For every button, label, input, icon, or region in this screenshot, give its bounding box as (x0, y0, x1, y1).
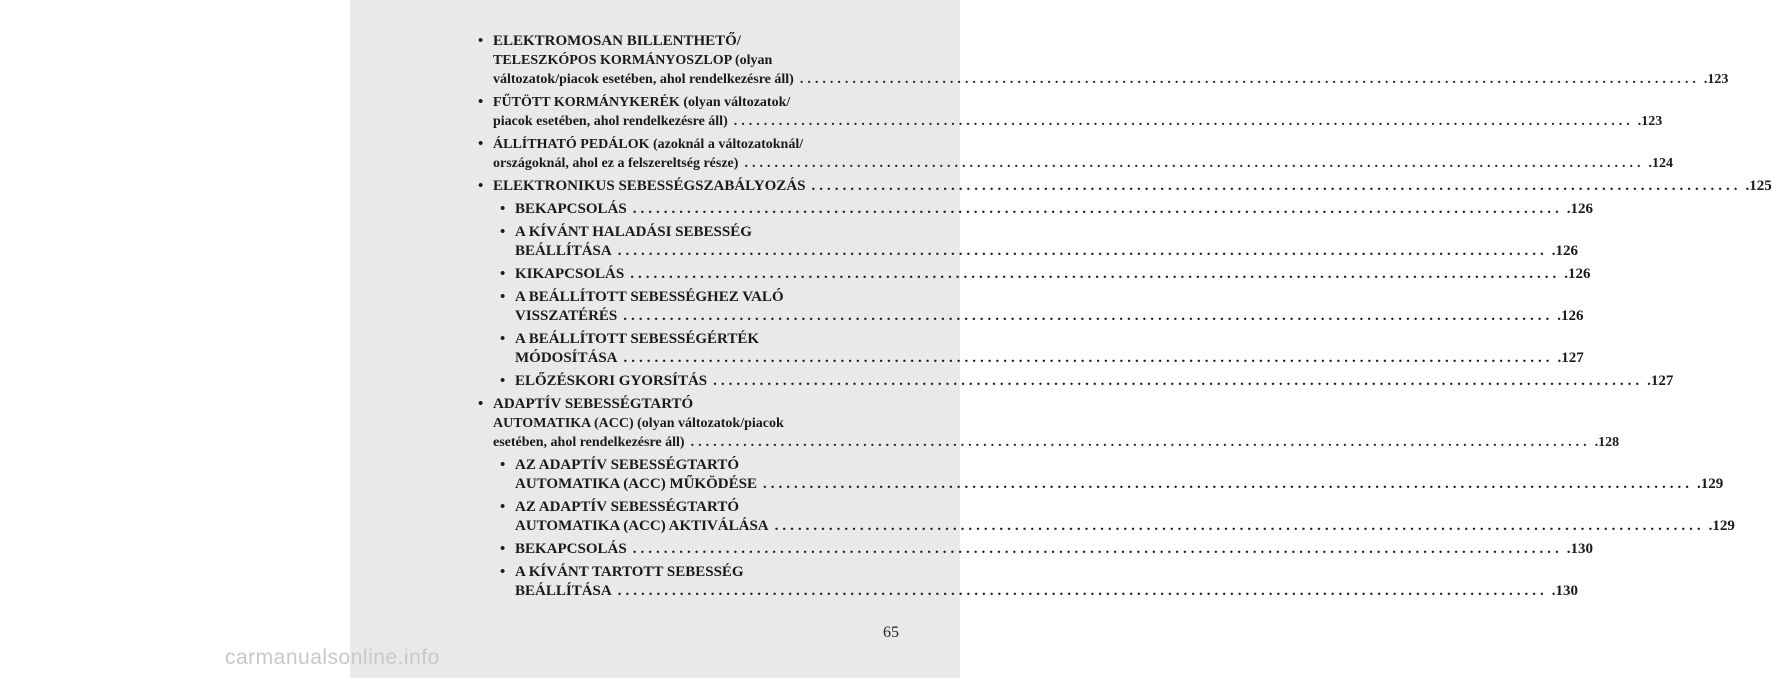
toc-entry-line (478, 349, 1584, 368)
dot-leader: ........................................................................................................................ (762, 476, 1693, 492)
toc-entry-line (478, 475, 1724, 494)
toc-entry-line (478, 177, 1772, 196)
toc-entry-title: ELEKTRONIKUS SEBESSÉGSZABÁLYOZÁS (493, 178, 806, 194)
toc-entry-line: ADAPTÍV SEBESSÉGTARTÓ (493, 396, 694, 412)
toc-entry[interactable] (478, 135, 1673, 173)
toc-entry[interactable] (478, 93, 1663, 131)
toc-page-number: .130 (1551, 583, 1578, 599)
toc-entry[interactable] (478, 288, 1584, 326)
dot-leader: ........................................................................................................................ (630, 266, 1561, 282)
bullet-icon: • (500, 457, 506, 473)
toc-entry-line (478, 540, 1593, 559)
toc-entry-title: VISSZATÉRÉS (515, 308, 618, 324)
toc-entry-title: piacok esetében, ahol rendelkezésre áll) (493, 114, 728, 129)
toc-entry-title: ELŐZÉSKORI GYORSÍTÁS (515, 373, 708, 389)
toc-entry-title: országoknál, ahol ez a felszereltség része) (493, 156, 739, 171)
toc-page-number: .130 (1566, 541, 1593, 557)
toc-page-number: .126 (1551, 243, 1578, 259)
toc-entry-line (478, 70, 1729, 89)
toc-entry[interactable] (478, 563, 1578, 601)
toc-entry-line (478, 154, 1673, 173)
toc-entry-line: FŰTÖTT KORMÁNYKERÉK (olyan változatok/ (493, 95, 791, 110)
toc-entry[interactable] (478, 540, 1593, 559)
bullet-icon: • (478, 94, 484, 110)
toc-entry-line: AZ ADAPTÍV SEBESSÉGTARTÓ (515, 457, 739, 473)
toc-entry[interactable] (478, 200, 1593, 219)
dot-leader: ........................................................................................................................ (799, 72, 1700, 87)
dot-leader: ........................................................................................................................ (623, 308, 1554, 324)
bullet-icon: • (500, 224, 506, 240)
page-number: 65 (883, 624, 899, 641)
dot-leader: ........................................................................................................................ (774, 518, 1705, 534)
toc-entry-title: KIKAPCSOLÁS (515, 266, 625, 282)
toc-page-number: .123 (1703, 72, 1729, 87)
toc-entry[interactable] (478, 456, 1724, 494)
dot-leader: ........................................................................................................................ (632, 201, 1563, 217)
bullet-icon: • (478, 136, 484, 152)
toc-entry-line (478, 372, 1674, 391)
toc-entry-line (478, 517, 1735, 536)
dot-leader: ........................................................................................................................ (713, 373, 1644, 389)
dot-leader: ........................................................................................................................ (623, 350, 1554, 366)
dot-leader: ........................................................................................................................ (690, 435, 1591, 450)
toc-entry-title: BEKAPCSOLÁS (515, 541, 627, 557)
toc-entry-title: MÓDOSÍTÁSA (515, 350, 618, 366)
toc-entry-title: esetében, ahol rendelkezésre áll) (493, 435, 685, 450)
toc-entry[interactable] (478, 372, 1674, 391)
left-margin (0, 0, 350, 678)
toc-entry-line: A BEÁLLÍTOTT SEBESSÉGHEZ VALÓ (515, 289, 784, 305)
toc-entry-line (478, 582, 1578, 601)
toc-entry-title: változatok/piacok esetében, ahol rendelkezésre áll) (493, 72, 794, 87)
toc-page-number: .128 (1594, 435, 1620, 450)
toc-entry-title: AUTOMATIKA (ACC) AKTIVÁLÁSA (515, 518, 769, 534)
toc-page-number: .126 (1557, 308, 1584, 324)
toc-page-number: .129 (1708, 518, 1735, 534)
toc-entry-title: AUTOMATIKA (ACC) MŰKÖDÉSE (515, 476, 757, 492)
manual-page (350, 0, 1772, 678)
toc-entry[interactable] (478, 223, 1578, 261)
bullet-icon: • (500, 373, 506, 389)
dot-leader: ........................................................................................................................ (617, 583, 1548, 599)
toc-entry[interactable] (478, 177, 1772, 196)
toc-page-number: .129 (1696, 476, 1724, 492)
dot-leader: ........................................................................................................................ (811, 178, 1742, 194)
toc-entry-title: BEÁLLÍTÁSA (515, 583, 612, 599)
dot-leader: ........................................................................................................................ (632, 541, 1563, 557)
toc-entry[interactable] (478, 498, 1735, 536)
bullet-icon: • (500, 541, 506, 557)
toc-entry-line: AUTOMATIKA (ACC) (olyan változatok/piacok (493, 416, 784, 431)
toc-page-number: .127 (1647, 373, 1674, 389)
toc-entry-line (478, 242, 1578, 261)
toc-page-number: .127 (1557, 350, 1584, 366)
toc-entry-line (478, 112, 1663, 131)
toc-entry-line: A BEÁLLÍTOTT SEBESSÉGÉRTÉK (515, 331, 760, 347)
watermark-text: carmanualsonline.info (225, 646, 440, 669)
dot-leader: ........................................................................................................................ (733, 114, 1634, 129)
bullet-icon: • (500, 564, 506, 580)
toc-entry-line (478, 307, 1584, 326)
toc-entry-line: TELESZKÓPOS KORMÁNYOSZLOP (olyan (493, 53, 773, 68)
toc-entry-line (478, 265, 1591, 284)
toc-entry[interactable] (478, 32, 1729, 89)
toc-entry-line: AZ ADAPTÍV SEBESSÉGTARTÓ (515, 499, 739, 515)
toc-entry-title: BEÁLLÍTÁSA (515, 243, 612, 259)
toc-entry-title: BEKAPCSOLÁS (515, 201, 627, 217)
toc-entry-line: ÁLLÍTHATÓ PEDÁLOK (azoknál a változatoknál/ (493, 137, 804, 152)
toc-entry[interactable] (478, 330, 1584, 368)
toc-entry[interactable] (478, 395, 1620, 452)
toc-page-number: .125 (1745, 178, 1772, 194)
toc-entry-line (478, 200, 1593, 219)
dot-leader: ........................................................................................................................ (744, 156, 1645, 171)
toc-page-number: .126 (1566, 201, 1593, 217)
toc-page-number: .124 (1648, 156, 1673, 171)
bullet-icon: • (500, 289, 506, 305)
bullet-icon: • (500, 499, 506, 515)
toc-entry[interactable] (478, 265, 1591, 284)
bullet-icon: • (478, 33, 484, 49)
bullet-icon: • (478, 178, 484, 194)
toc-entry-line: A KÍVÁNT TARTOTT SEBESSÉG (515, 564, 744, 580)
dot-leader: ........................................................................................................................ (617, 243, 1548, 259)
toc-entry-line (478, 433, 1620, 452)
toc-page-number: .126 (1564, 266, 1591, 282)
toc-page-number: .123 (1637, 114, 1663, 129)
bullet-icon: • (500, 201, 506, 217)
bullet-icon: • (478, 396, 484, 412)
bullet-icon: • (500, 331, 506, 347)
toc-entry-line: A KÍVÁNT HALADÁSI SEBESSÉG (515, 224, 752, 240)
bullet-icon: • (500, 266, 506, 282)
toc-entry-line: ELEKTROMOSAN BILLENTHETŐ/ (493, 33, 741, 49)
table-of-contents (478, 32, 1772, 601)
